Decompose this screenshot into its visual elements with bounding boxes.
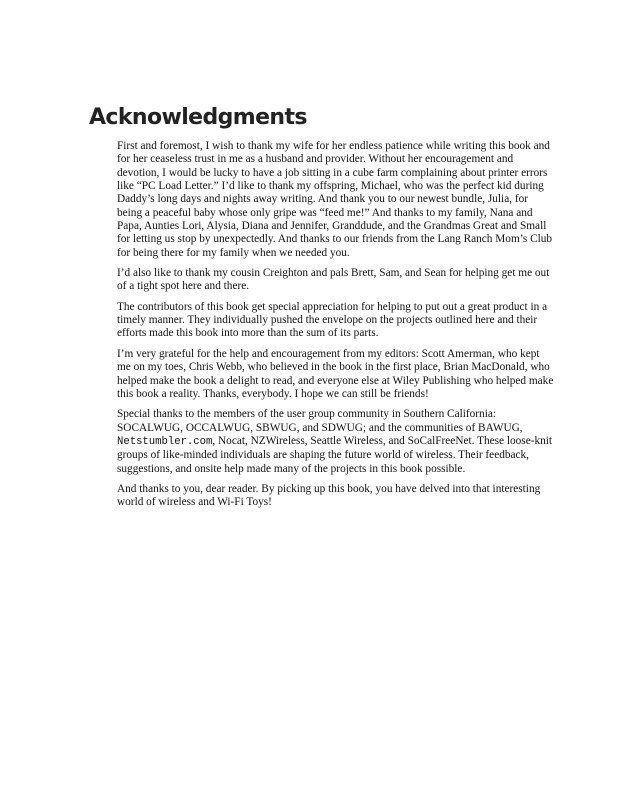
paragraph-cousin: I’d also like to thank my cousin Creighton and pals Brett, Sam, and Sean for helping get me out of a tight spot here and there.: [117, 267, 550, 293]
body-text: [117, 140, 554, 517]
paragraph-contributors: The contributors of this book get special appreciation for helping to put out a great product in a timely manner. They individually pushed the envelope on the projects outlined here and their efforts made this book into more than the sum of its parts.: [117, 300, 548, 340]
netstumbler-text: Netstumbler.com: [117, 435, 213, 448]
page-title: Acknowledgments: [89, 105, 307, 130]
paragraph-editors: I’m very grateful for the help and encouragement from my editors: Scott Amerman, who kept me on my toes, Chris Webb, who believed in the book in the first place, Brian MacDonald, who helped make the book a delight to read, and everyone else at Wiley Publishing who helped make this book a reality. Thanks, everybody. I hope we can still be friends!: [117, 347, 554, 400]
paragraph-user-groups-before: Special thanks to the members of the user group community in Southern California: SOCALWUG, OCCALWUG, SBWUG, and SDWUG; and the communities of BAWUG,: [117, 408, 523, 434]
paragraph-user-groups-after: , Nocat, NZWireless, Seattle Wireless, and SoCalFreeNet. These loose-knit groups of like-minded individuals are shaping the future world of wireless. Their feedback, suggestions, and onsite help made many of the projects in this book possible.: [117, 434, 553, 475]
paragraph-reader: And thanks to you, dear reader. By picking up this book, you have delved into that interesting world of wireless and Wi-Fi Toys!: [117, 482, 541, 509]
paragraph-family: First and foremost, I wish to thank my wife for her endless patience while writing this book and for her ceaseless trust in me as a husband and provider. Without her encouragement and devotion, I would be lucky to have a job sitting in a cube farm complaining about printer errors like “PC Load Letter.” I’d like to thank my offspring, Michael, who was the perfect kid during Daddy’s long days and nights away writing. And thank you to our newest bundle, Julia, for being a peaceful baby whose only gripe was “feed me!” And thanks to my family, Nana and Papa, Aunties Lori, Alysia, Diana and Jennifer, Granddude, and the Grandmas Great and Small for letting us stop by unexpectedly. And thanks to our friends from the Lang Ranch Mom’s Club for being there for my family when we needed you.: [117, 140, 553, 259]
paragraph-user-groups: [117, 408, 554, 476]
